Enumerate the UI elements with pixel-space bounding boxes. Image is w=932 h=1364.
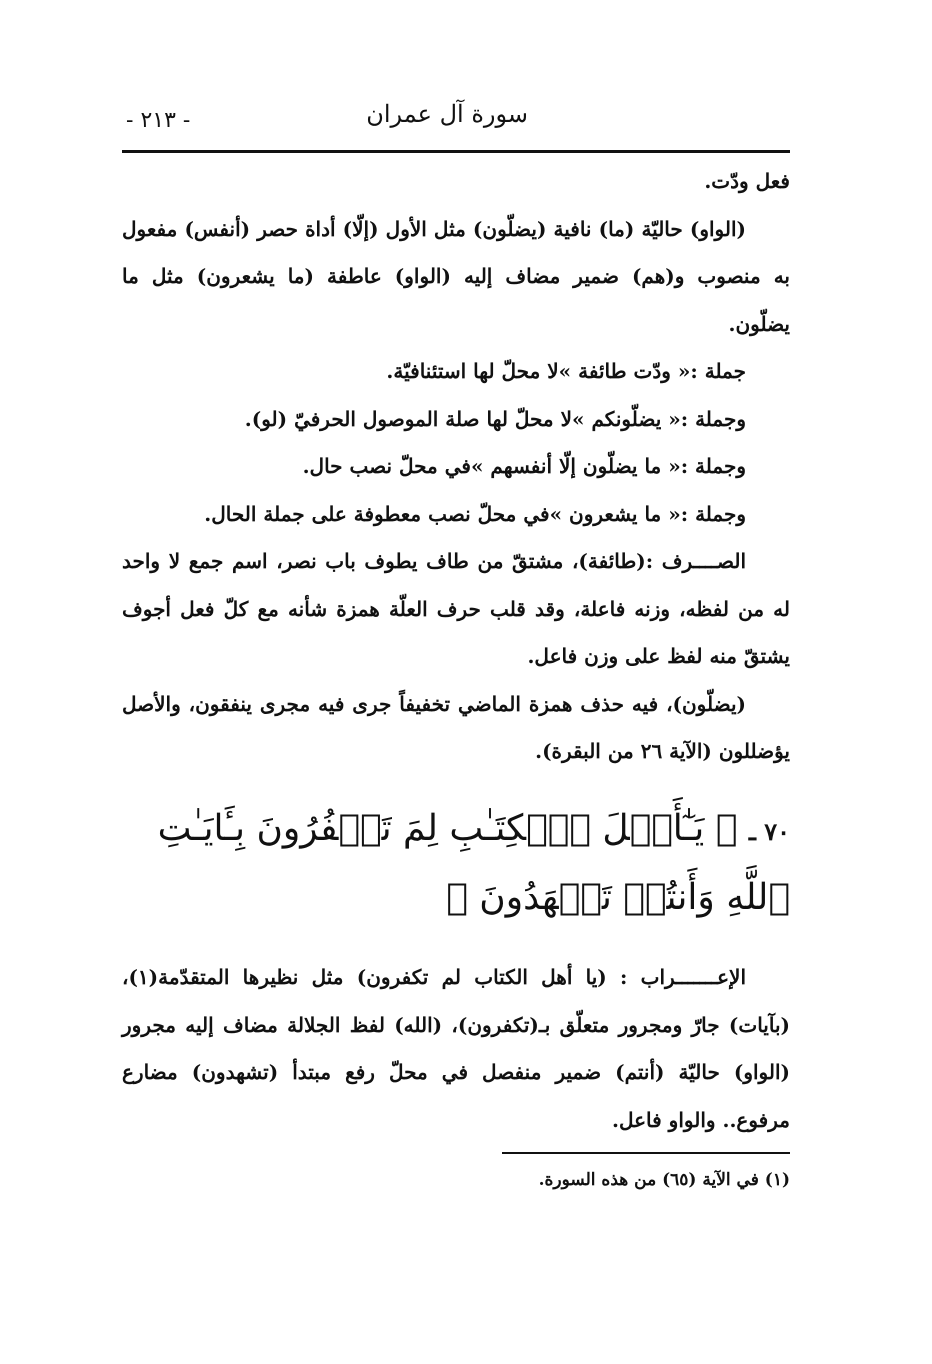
sarf-text: :(طائفة)، مشتقّ من طاف يطوف باب نصر، اسم جمع لا واحد له من لفظه، وزنه فاعلة، وقد قلب حرف العلّة همزة شأنه مع كلّ فعل أجوف يشتقّ منه لفظ على وزن فاعل. <box>122 549 790 668</box>
irab-label: الإعـــــــراب <box>640 965 747 989</box>
jumla-line-3: وجملة :« ما يضلّون إلّا أنفسهم »في محلّ نصب حال. <box>302 454 746 478</box>
footnote: (١) في الآية (٦٥) من هذه السورة. <box>538 1170 790 1190</box>
text-block-2 <box>122 954 790 1144</box>
jumla-line-2: وجملة :« يضلّونكم »لا محلّ لها صلة الموصول الحرفيّ (لو). <box>244 406 746 431</box>
jumla-line-4: وجملة :« ما يشعرون »في محلّ نصب معطوفة على جملة الحال. <box>204 501 746 526</box>
page-number: - ٢١٣ - <box>126 108 191 133</box>
irab-paragraph-2 <box>122 954 790 1144</box>
sarf-label: الصــــرف <box>661 549 746 573</box>
page-header <box>122 92 790 148</box>
quran-verse <box>122 796 790 931</box>
sarf-paragraph <box>122 538 790 681</box>
continuation-line: فعل ودّت. <box>704 169 790 193</box>
footnote-divider <box>502 1152 790 1154</box>
text-block-1 <box>122 158 790 776</box>
surah-title: سورة آل عمران <box>366 100 528 128</box>
yudillun-paragraph: (يضلّون)، فيه حذف همزة الماضي تخفيفاً جرى فيه مجرى ينفقون، والأصل يؤضللون (الآية ٢٦ من البقرة). <box>122 691 790 763</box>
jumla-line-1: جملة :« ودّت طائفة »لا محلّ لها استئنافيّة. <box>386 359 746 383</box>
irab-text: : (يا أهل الكتاب لم تكفرون) مثل نظيرها المتقدّمة(١)، (بآيات) جارّ ومجرور متعلّق بـ(تكفرون)، (الله) لفظ الجلالة مضاف إليه مجرور (الواو) حاليّة (أنتم) ضمير منفصل في محلّ رفع مبتدأ (تشهدون) مضارع مرفوع.. والواو فاعل. <box>122 965 790 1132</box>
verse-text: ﴿ يَـٰٓأَهۡلَ ٱلۡكِتَـٰبِ لِمَ تَكۡفُرُونَ بِـَٔايَـٰتِ ٱللَّهِ وَأَنتُمۡ تَشۡهَدُونَ ﴾ <box>157 808 790 918</box>
verse-number: ٧٠ ـ <box>748 817 790 846</box>
irab-paragraph: (الواو) حاليّة (ما) نافية (يضلّون) مثل الأول (إلّا) أداة حصر (أنفس) مفعول به منصوب و(هم) ضمير مضاف إليه (الواو) عاطفة (ما يشعرون) مثل ما يضلّون. <box>122 216 790 336</box>
header-divider <box>122 150 790 153</box>
